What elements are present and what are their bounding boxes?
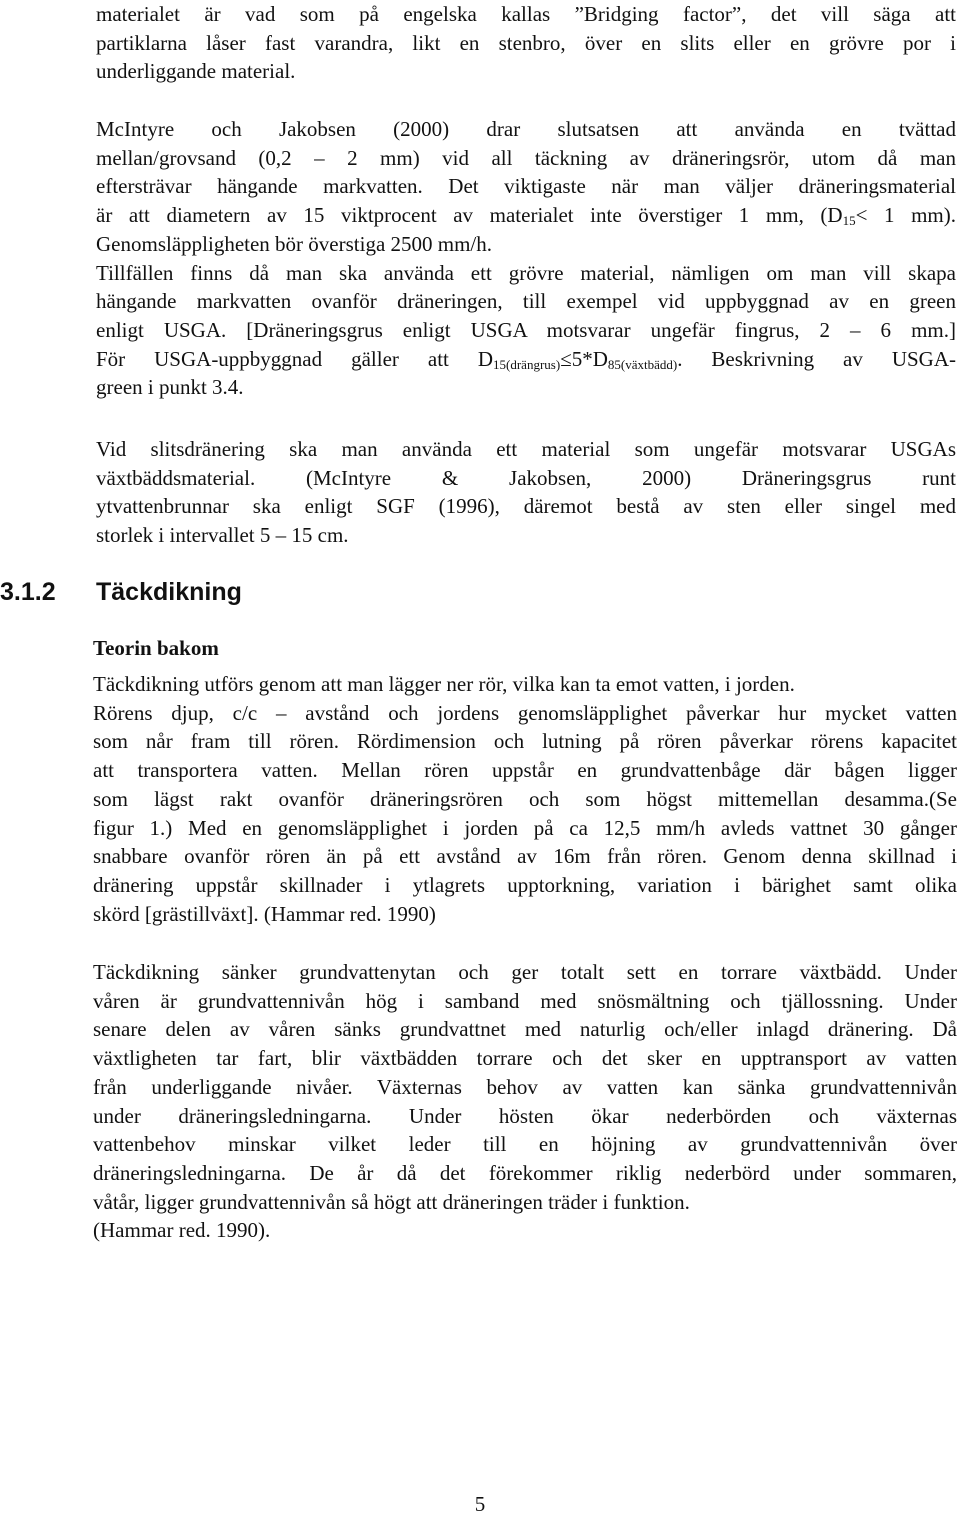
paragraph-tackdikning-teori [93, 670, 957, 928]
text-line: växtligheten tar fart, blir växtbädden torrare och det sker en upptransport av vatten [93, 1046, 957, 1071]
section-number: 3.1.2 [0, 578, 56, 606]
text-line: eftersträvar hängande markvatten. Det viktigaste när man väljer dräneringsmaterial [96, 174, 956, 199]
text-line [96, 345, 956, 374]
text-line: mellan/grovsand (0,2 – 2 mm) vid all täckning av dräneringsrör, utom då man [96, 145, 956, 170]
text-line: från underliggande nivåer. Växternas behov av vatten kan sänka grundvattennivån [93, 1074, 957, 1099]
text-line: Vid slitsdränering ska man använda ett material som ungefär motsvarar USGAs [96, 437, 956, 461]
text-line: Tillfällen finns då man ska använda ett grövre material, nämligen om man vill skapa [96, 260, 956, 285]
text-fragment: . Beskrivning av USGA- [677, 346, 957, 371]
text-line: Rörens djup, c/c – avstånd och jordens genomsläpplighet påverkar hur mycket vatten [93, 700, 957, 725]
subheading-teorin-bakom: Teorin bakom [93, 636, 219, 660]
text-line: Täckdikning utförs genom att man lägger ner rör, vilka kan ta emot vatten, i jorden. [93, 672, 795, 696]
text-line: skörd [grästillväxt]. (Hammar red. 1990) [93, 901, 436, 926]
paragraph-bridging-factor [96, 0, 956, 86]
text-line: dränering uppstår skillnader i ytlagrets upptorkning, variation i bärighet samt olika [93, 872, 957, 897]
text-line: Täckdikning sänker grundvattenytan och ger totalt sett en torrare växtbädd. Under [93, 960, 957, 984]
text-line: partiklarna låser fast varandra, likt en stenbro, över en slits eller en grövre por i [96, 30, 956, 55]
text-line: storlek i intervallet 5 – 15 cm. [96, 523, 349, 548]
paragraph-grundvattenyta [93, 958, 957, 1245]
paragraph-mcintyre-jakobsen [96, 115, 956, 402]
text-line: senare delen av våren sänks grundvattnet med naturlig och/eller inlagd dränering. Då [93, 1017, 957, 1042]
text-line: snabbare ovanför rören än på ett avstånd av 16m från rören. Genom denna skillnad i [93, 844, 957, 869]
text-line: våren är grundvattennivån hög i samband med snösmältning och tjällossning. Under [93, 988, 957, 1013]
text-line: under dräneringsledningarna. Under hösten ökar nederbörden och växternas [93, 1103, 957, 1128]
text-fragment: ≤5*D [560, 346, 608, 371]
text-line [96, 201, 956, 230]
subscript: 15(drängrus) [493, 356, 561, 372]
text-fragment: är att diametern av 15 viktprocent av materialet inte överstiger 1 mm, (D [96, 203, 843, 228]
subscript: 85(växtbädd) [607, 356, 678, 372]
section-heading [0, 574, 600, 610]
text-line: som når fram till rören. Rördimension och lutning på rören påverkar rörens kapacitet [93, 729, 957, 754]
text-line: växtbäddsmaterial. (McIntyre & Jakobsen, 2000) Dräneringsgrus runt [96, 465, 956, 490]
text-line: vattenbehov minskar vilket leder till en höjning av grundvattennivån över [93, 1132, 957, 1157]
text-line: hängande markvatten ovanför dräneringen, till exempel vid uppbyggnad av en green [96, 289, 956, 314]
text-line: dräneringsledningarna. De år då det förekommer riklig nederbörd under sommaren, [93, 1160, 957, 1185]
subscript: 15 [842, 213, 856, 229]
page-number: 5 [474, 1492, 486, 1516]
text-line: ytvattenbrunnar ska enligt SGF (1996), däremot bestå av sten eller singel med [96, 494, 956, 519]
text-fragment: För USGA-uppbyggnad gäller att D [96, 346, 494, 371]
paragraph-slitsdranering [96, 435, 956, 550]
text-line: green i punkt 3.4. [96, 375, 244, 400]
text-line: figur 1.) Med en genomsläpplighet i jorden på ca 12,5 mm/h avleds vattnet 30 gånger [93, 815, 957, 840]
text-line: våtår, ligger grundvattennivån så högt att dräneringen träder i funktion. [93, 1189, 690, 1214]
text-line: som lägst rakt ovanför dräneringsrören och som högst mittemellan desamma.(Se [93, 786, 957, 811]
text-fragment: < 1 mm). [855, 203, 956, 228]
text-line: Genomsläppligheten bör överstiga 2500 mm/h. [96, 231, 493, 256]
text-line: underliggande material. [96, 59, 296, 84]
section-title: Täckdikning [96, 578, 242, 606]
text-line: att transportera vatten. Mellan rören uppstår en grundvattenbåge där bågen ligger [93, 758, 957, 783]
text-line: materialet är vad som på engelska kallas ”Bridging factor”, det vill säga att [96, 2, 956, 26]
text-line: McIntyre och Jakobsen (2000) drar slutsatsen att använda en tvättad [96, 117, 956, 141]
text-line: enligt USGA. [Dräneringsgrus enligt USGA motsvarar ungefär fingrus, 2 – 6 mm.] [96, 317, 956, 342]
text-line: (Hammar red. 1990). [93, 1218, 271, 1243]
